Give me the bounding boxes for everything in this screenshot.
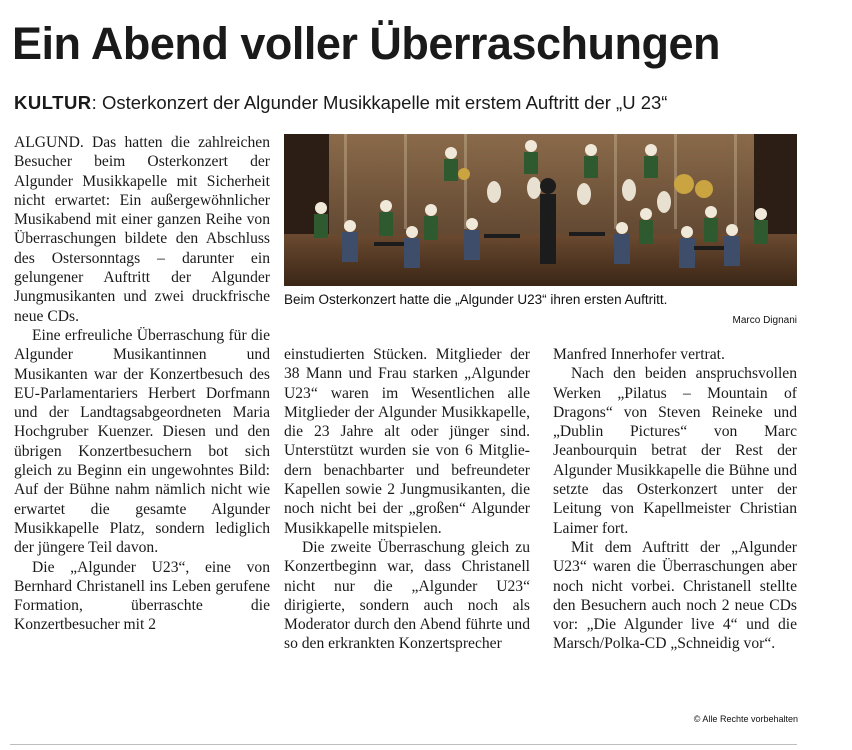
headline: Ein Abend voller Überraschungen — [12, 18, 720, 69]
photo-credit: Marco Dignani — [732, 315, 797, 326]
body-paragraph: Die „Algunder U23“, eine von Bernhard Christanell ins Leben gerufene Formation, überraschte die Konzertbesucher mit 2 — [14, 558, 270, 634]
body-paragraph: Eine erfreuliche Überraschung für die Algunder Musikantinnen und Musikanten war der Konzertbesuch des EU-Parlamentariers Herbert Dorfmann und der Landtagsabgeordneten Maria Hochgruber Kuenzer. Diesen und den übrigen Konzertbesuchern bot sich gleich zu Beginn ein ungewohntes Bild: Auf der Bühne nahm nämlich nicht wie erwartet die gesamte Algunder Musikkapelle Platz, sondern lediglich der jüngere Teil davon. — [14, 326, 270, 557]
kicker-separator: : — [91, 92, 97, 113]
article-column-2 — [284, 345, 530, 654]
body-paragraph: einstudierten Stücken. Mitglieder der 38 Mann und Frau starken „Algunder U23“ waren im Wesentlichen alle Mitglieder der Algunder Musikkapelle, die 23 Jahre alt oder jünger sind. Unterstützt wurden sie von 6 Mitgliedern benachbarter und befreundeter Kapellen sowie 2 Jungmusikanten, die noch nicht bei der „großen“ Algunder Musikkapelle mitspielen. — [284, 346, 530, 537]
section-kicker: KULTUR — [14, 92, 92, 113]
subheadline-text: Osterkonzert der Algunder Musikkapelle mit erstem Auftritt der „U 23“ — [96, 92, 668, 113]
body-paragraph: ALGUND. Das hatten die zahlreichen Besucher beim Osterkonzert der Algunder Musikkapelle mit Sicherheit nicht erwartet: Ein außergewöhnlicher Musikabend mit einer ganzen Reihe von Überraschungen bildete den Abschluss des Ostersonntags – darunter ein gelungener Auftritt der Algunder Jungmusikanten und zwei druckfrische neue CDs. — [14, 134, 270, 325]
photo-caption: Beim Osterkonzert hatte die „Algunder U23“ ihren ersten Auftritt. — [284, 292, 668, 307]
concert-photo — [284, 134, 797, 286]
body-paragraph: Die zweite Überraschung gleich zu Konzertbeginn war, dass Christanell nicht nur die „Algunder U23“ dirigierte, sondern auch noch als Moderator durch den Abend führte und so den erkrankten Konzertsprecher — [284, 538, 530, 653]
copyright-notice: © Alle Rechte vorbehalten — [693, 714, 798, 724]
body-paragraph: Nach den beiden anspruchsvollen Werken „Pilatus – Mountain of Dragons“ von Steven Reineke und „Dublin Pictures“ von Marc Jeanbourquin betrat der Rest der Algunder Musikkapelle die Bühne und setzte das Osterkonzert unter der Leitung von Kapellmeister Christian Laimer fort. — [553, 365, 797, 537]
bottom-divider — [10, 744, 797, 745]
body-paragraph: Manfred Innerhofer vertrat. — [553, 346, 725, 363]
article-column-3 — [553, 345, 797, 654]
subheadline — [14, 91, 667, 115]
body-paragraph: Mit dem Auftritt der „Algunder U23“ waren die Überraschungen aber noch nicht vorbei. Christanell stellte den Besuchern auch noch 2 neue CDs vor: „Die Algunder live 4“ und die Marsch/Polka-CD „Schneidig vor“. — [553, 538, 797, 653]
article-column-1 — [14, 133, 270, 635]
